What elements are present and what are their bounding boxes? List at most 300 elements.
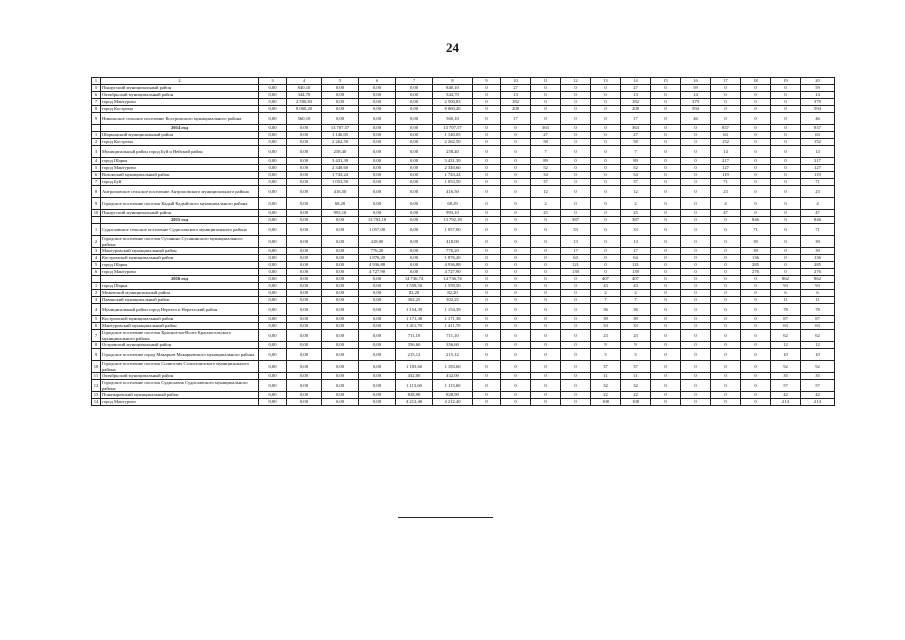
value-cell: 0 — [591, 262, 621, 269]
value-cell: 0 — [681, 224, 711, 236]
value-cell: 0 — [591, 139, 621, 146]
value-cell: 0 — [473, 236, 501, 248]
value-cell: 0,00 — [322, 361, 359, 373]
value-cell: 0,00 — [322, 262, 359, 269]
row-number-cell: 11 — [92, 373, 101, 380]
value-cell: 0 — [531, 297, 561, 304]
value-cell: 152 — [711, 139, 741, 146]
value-cell: 0,00 — [359, 139, 396, 146]
value-cell: 27 — [531, 132, 561, 139]
value-cell: 68,29 — [433, 198, 473, 210]
value-cell: 0,00 — [259, 392, 287, 399]
value-cell: 0 — [651, 297, 681, 304]
value-cell: 136 — [801, 255, 835, 262]
row-number-cell: 1 — [92, 132, 101, 139]
value-cell: 0 — [651, 179, 681, 186]
value-cell: 17 — [621, 113, 651, 125]
value-cell: 0 — [531, 290, 561, 297]
header-cell: 18 — [741, 78, 771, 85]
bottom-rule — [398, 517, 493, 518]
value-cell: 0 — [771, 106, 801, 113]
row-number-cell: 9 — [92, 198, 101, 210]
value-cell: 9 — [591, 342, 621, 349]
value-cell: 11 — [591, 373, 621, 380]
value-cell: 1 154,39 — [396, 304, 433, 316]
value-cell: 0,00 — [322, 316, 359, 323]
value-cell: 0 — [651, 373, 681, 380]
value-cell: 14 — [801, 146, 835, 158]
header-row — [92, 78, 835, 85]
value-cell: 39 — [741, 236, 771, 248]
name-cell: Никольское сельское поселение Костромского муниципального района — [101, 113, 259, 125]
value-cell: 0,00 — [259, 99, 287, 106]
value-cell: 0 — [473, 304, 501, 316]
value-cell: 0,00 — [259, 380, 287, 392]
value-cell: 0 — [741, 392, 771, 399]
value-cell: 0 — [501, 224, 531, 236]
value-cell: 1 876,20 — [433, 255, 473, 262]
name-cell: Судиславское сельское поселение Судиславского муниципального района — [101, 224, 259, 236]
value-cell: 0 — [501, 158, 531, 165]
header-cell: 2 — [101, 78, 259, 85]
value-cell: 214 — [801, 399, 835, 406]
table-row — [92, 158, 835, 165]
value-cell: 0 — [591, 92, 621, 99]
value-cell: 0 — [681, 198, 711, 210]
name-cell: Костромской муниципальный район — [101, 316, 259, 323]
value-cell: 27 — [621, 132, 651, 139]
value-cell: 0,00 — [259, 297, 287, 304]
value-cell: 2 — [621, 290, 651, 297]
value-cell: 0,00 — [287, 210, 322, 217]
name-cell: Октябрьский муниципальный район — [101, 373, 259, 380]
value-cell: 0 — [711, 290, 741, 297]
value-cell: 78 — [771, 304, 801, 316]
value-cell: 0,00 — [396, 186, 433, 198]
value-cell: 0,00 — [322, 217, 359, 224]
value-cell: 0 — [741, 361, 771, 373]
row-number-cell: 4 — [92, 158, 101, 165]
value-cell: 0 — [771, 132, 801, 139]
value-cell: 0 — [651, 146, 681, 158]
row-number-cell: 1 — [92, 224, 101, 236]
value-cell: 0 — [771, 146, 801, 158]
value-cell: 0 — [681, 399, 711, 406]
value-cell: 0 — [741, 106, 771, 113]
row-number-cell — [92, 276, 101, 283]
value-cell: 0,00 — [259, 146, 287, 158]
value-cell: 108 — [591, 399, 621, 406]
value-cell: 0,00 — [396, 113, 433, 125]
value-cell: 2 340,60 — [322, 165, 359, 172]
value-cell: 0 — [531, 113, 561, 125]
value-cell: 14 736,74 — [396, 276, 433, 283]
value-cell: 0,00 — [322, 392, 359, 399]
value-cell: 0 — [771, 179, 801, 186]
value-cell: 46 — [801, 113, 835, 125]
value-cell: 0 — [711, 349, 741, 361]
value-cell: 0 — [711, 323, 741, 330]
value-cell: 0 — [501, 361, 531, 373]
table-row — [92, 99, 835, 106]
value-cell: 0,00 — [259, 349, 287, 361]
row-number-cell: 5 — [92, 262, 101, 269]
row-number-cell: 10 — [92, 210, 101, 217]
name-cell: Городское поселение поселок Кадый Кадыйского муниципального района — [101, 198, 259, 210]
value-cell: 0 — [531, 85, 561, 92]
value-cell: 0 — [561, 380, 591, 392]
value-cell: 35 — [801, 373, 835, 380]
value-cell: 0 — [681, 236, 711, 248]
header-cell: 10 — [501, 78, 531, 85]
value-cell: 121 — [561, 262, 591, 269]
value-cell: 87 — [771, 316, 801, 323]
value-cell: 0 — [501, 323, 531, 330]
table-row — [92, 269, 835, 276]
value-cell: 0 — [473, 125, 501, 132]
value-cell: 136 — [741, 255, 771, 262]
value-cell: 258,40 — [433, 146, 473, 158]
value-cell: 0,00 — [287, 283, 322, 290]
value-cell: 0 — [741, 316, 771, 323]
value-cell: 87 — [801, 316, 835, 323]
name-cell: Муниципальный район город Нерехта и Нерехтский район — [101, 304, 259, 316]
value-cell: 0,00 — [359, 304, 396, 316]
header-cell: 6 — [359, 78, 396, 85]
table-row — [92, 304, 835, 316]
value-cell: 1 171,38 — [396, 316, 433, 323]
row-number-cell: 7 — [92, 99, 101, 106]
row-number-cell: 4 — [92, 255, 101, 262]
header-cell: 13 — [591, 78, 621, 85]
value-cell: 0,00 — [287, 186, 322, 198]
value-cell: 0,00 — [322, 269, 359, 276]
value-cell: 711,10 — [396, 330, 433, 342]
value-cell: 2 — [591, 290, 621, 297]
value-cell: 0 — [501, 283, 531, 290]
value-cell: 1 559,50 — [396, 283, 433, 290]
value-cell: 0 — [651, 198, 681, 210]
value-cell: 407 — [621, 276, 651, 283]
value-cell: 46 — [681, 113, 711, 125]
value-cell: 0,00 — [287, 276, 322, 283]
value-cell: 0 — [681, 304, 711, 316]
value-cell: 1 743,24 — [322, 172, 359, 179]
value-cell: 0 — [681, 361, 711, 373]
table-row — [92, 165, 835, 172]
value-cell: 0,00 — [396, 236, 433, 248]
value-cell: 0,00 — [259, 248, 287, 255]
value-cell: 0 — [741, 399, 771, 406]
value-cell: 0,00 — [259, 217, 287, 224]
value-cell: 0,00 — [359, 146, 396, 158]
value-cell: 62 — [771, 330, 801, 342]
value-cell: 0 — [741, 165, 771, 172]
header-cell: 3 — [259, 78, 287, 85]
value-cell: 7 — [621, 146, 651, 158]
value-cell: 0,00 — [322, 304, 359, 316]
value-cell: 0,00 — [259, 224, 287, 236]
value-cell: 214 — [771, 399, 801, 406]
value-cell: 0 — [651, 224, 681, 236]
table-row — [92, 392, 835, 399]
value-cell: 0 — [741, 198, 771, 210]
value-cell: 33 — [621, 224, 651, 236]
value-cell: 0 — [531, 106, 561, 113]
value-cell: 0 — [711, 99, 741, 106]
value-cell: 0 — [531, 224, 561, 236]
value-cell: 0 — [771, 186, 801, 198]
value-cell: 0 — [591, 186, 621, 198]
value-cell: 64 — [561, 255, 591, 262]
value-cell: 302,25 — [433, 297, 473, 304]
row-number-cell: 2 — [92, 236, 101, 248]
value-cell: 363 — [531, 125, 561, 132]
name-cell: Павинский муниципальный район — [101, 297, 259, 304]
value-cell: 0,00 — [359, 392, 396, 399]
row-number-cell: 10 — [92, 361, 101, 373]
value-cell: 2 262,50 — [322, 139, 359, 146]
value-cell: 0 — [473, 255, 501, 262]
value-cell: 0 — [561, 158, 591, 165]
value-cell: 862 — [801, 276, 835, 283]
table-row — [92, 92, 835, 99]
value-cell: 12 — [621, 186, 651, 198]
value-cell: 0 — [741, 290, 771, 297]
value-cell: 0,00 — [396, 255, 433, 262]
name-cell: Антроповское сельское поселение Антроповского муниципального района — [101, 186, 259, 198]
page-number: 24 — [446, 40, 459, 55]
value-cell: 0 — [473, 361, 501, 373]
value-cell: 0 — [473, 106, 501, 113]
value-cell: 0 — [501, 236, 531, 248]
table-row — [92, 342, 835, 349]
header-cell: 16 — [681, 78, 711, 85]
value-cell: 0 — [741, 132, 771, 139]
value-cell: 0 — [591, 172, 621, 179]
value-cell: 215,12 — [396, 349, 433, 361]
value-cell: 92 — [801, 361, 835, 373]
value-cell: 0 — [651, 361, 681, 373]
value-cell: 0,00 — [287, 255, 322, 262]
value-cell: 1 876,20 — [359, 255, 396, 262]
value-cell: 0 — [651, 132, 681, 139]
value-cell: 0 — [741, 139, 771, 146]
value-cell: 0 — [681, 316, 711, 323]
value-cell: 356,60 — [433, 342, 473, 349]
value-cell: 0 — [651, 255, 681, 262]
value-cell: 0,00 — [322, 380, 359, 392]
value-cell: 4 936,88 — [433, 262, 473, 269]
row-number-cell: 9 — [92, 349, 101, 361]
value-cell: 0 — [711, 392, 741, 399]
header-cell: 17 — [711, 78, 741, 85]
value-cell: 0,00 — [359, 297, 396, 304]
value-cell: 387 — [561, 217, 591, 224]
value-cell: 57 — [801, 380, 835, 392]
value-cell: 217 — [801, 158, 835, 165]
row-number-cell: 5 — [92, 316, 101, 323]
value-cell: 0,00 — [259, 210, 287, 217]
value-cell: 432,00 — [396, 373, 433, 380]
name-cell: Поназыревский муниципальный район — [101, 392, 259, 399]
table-row — [92, 85, 835, 92]
value-cell: 0,00 — [396, 269, 433, 276]
value-cell: 52 — [621, 165, 651, 172]
value-cell: 0,00 — [259, 276, 287, 283]
value-cell: 89 — [621, 158, 651, 165]
value-cell: 0 — [711, 92, 741, 99]
value-cell: 0 — [591, 158, 621, 165]
value-cell: 0,00 — [359, 198, 396, 210]
value-cell: 63 — [801, 132, 835, 139]
value-cell: 560,10 — [433, 113, 473, 125]
value-cell: 0 — [651, 92, 681, 99]
value-cell: 0,00 — [287, 349, 322, 361]
value-cell: 8 060,20 — [433, 106, 473, 113]
value-cell: 37 — [621, 361, 651, 373]
value-cell: 0 — [741, 342, 771, 349]
row-number-cell: 3 — [92, 248, 101, 255]
value-cell: 0 — [591, 85, 621, 92]
value-cell: 43 — [591, 283, 621, 290]
value-cell: 0 — [681, 179, 711, 186]
value-cell: 0 — [681, 373, 711, 380]
value-cell: 0 — [473, 248, 501, 255]
value-cell: 776,20 — [433, 248, 473, 255]
value-cell: 1 057,00 — [433, 224, 473, 236]
value-cell: 0 — [651, 217, 681, 224]
value-cell: 0,00 — [359, 342, 396, 349]
value-cell: 0 — [473, 373, 501, 380]
value-cell: 0 — [741, 92, 771, 99]
value-cell: 0,00 — [322, 99, 359, 106]
value-cell: 0 — [741, 158, 771, 165]
value-cell: 0,00 — [259, 236, 287, 248]
value-cell: 0,00 — [259, 373, 287, 380]
value-cell: 0 — [501, 255, 531, 262]
name-cell: Островский муниципальный район — [101, 342, 259, 349]
value-cell: 993,10 — [433, 210, 473, 217]
name-cell: город Кострома — [101, 139, 259, 146]
value-cell: 0,00 — [287, 297, 322, 304]
value-cell: 0 — [531, 380, 561, 392]
value-cell: 0 — [771, 172, 801, 179]
value-cell: 0 — [561, 361, 591, 373]
value-cell: 0 — [531, 399, 561, 406]
value-cell: 0 — [681, 330, 711, 342]
value-cell: 0 — [771, 217, 801, 224]
value-cell: 0 — [771, 165, 801, 172]
value-cell: 0,00 — [359, 276, 396, 283]
value-cell: 7 — [621, 297, 651, 304]
row-number-cell: 9 — [92, 113, 101, 125]
value-cell: 0 — [681, 297, 711, 304]
value-cell: 285 — [741, 262, 771, 269]
value-cell: 0 — [501, 248, 531, 255]
value-cell: 0 — [561, 342, 591, 349]
value-cell: 32 — [591, 380, 621, 392]
value-cell: 0 — [591, 210, 621, 217]
value-cell: 119 — [801, 172, 835, 179]
value-cell: 0,00 — [287, 217, 322, 224]
value-cell: 0 — [651, 248, 681, 255]
table-row — [92, 179, 835, 186]
value-cell: 0 — [561, 304, 591, 316]
value-cell: 0 — [771, 224, 801, 236]
value-cell: 23 — [591, 330, 621, 342]
value-cell: 0,00 — [396, 132, 433, 139]
value-cell: 17 — [621, 248, 651, 255]
value-cell: 54 — [621, 172, 651, 179]
name-cell: город Шарья — [101, 283, 259, 290]
value-cell: 0 — [531, 92, 561, 99]
value-cell: 0 — [681, 269, 711, 276]
value-cell: 0 — [473, 283, 501, 290]
value-cell: 0,00 — [259, 290, 287, 297]
value-cell: 139 — [621, 269, 651, 276]
value-cell: 0 — [741, 297, 771, 304]
value-cell: 0,00 — [259, 399, 287, 406]
value-cell: 0 — [591, 106, 621, 113]
value-cell: 846 — [801, 217, 835, 224]
value-cell: 2 — [531, 198, 561, 210]
value-cell: 0 — [531, 392, 561, 399]
value-cell: 0 — [473, 342, 501, 349]
value-cell: 0 — [741, 283, 771, 290]
value-cell: 1 183,60 — [433, 361, 473, 373]
value-cell: 0 — [501, 179, 531, 186]
value-cell: 0 — [501, 125, 531, 132]
header-cell: 11 — [531, 78, 561, 85]
value-cell: 0 — [591, 255, 621, 262]
value-cell: 22 — [621, 392, 651, 399]
value-cell: 10 — [801, 349, 835, 361]
value-cell: 12 — [801, 342, 835, 349]
value-cell: 0 — [711, 342, 741, 349]
row-number-cell: 3 — [92, 146, 101, 158]
header-cell: 1 — [92, 78, 101, 85]
value-cell: 0,00 — [287, 361, 322, 373]
value-cell: 36 — [621, 304, 651, 316]
name-cell: город Мантурово — [101, 399, 259, 406]
value-cell: 0 — [651, 283, 681, 290]
value-cell: 0,00 — [359, 132, 396, 139]
value-cell: 93 — [801, 283, 835, 290]
value-cell: 0,00 — [259, 330, 287, 342]
name-cell: 2014 год — [101, 125, 259, 132]
value-cell: 0 — [651, 342, 681, 349]
value-cell: 0 — [501, 392, 531, 399]
value-cell: 33 — [591, 323, 621, 330]
value-cell: 0 — [681, 217, 711, 224]
value-cell: 0 — [741, 304, 771, 316]
name-cell: Муниципальный район город Буй и Нейский район — [101, 146, 259, 158]
header-cell: 20 — [801, 78, 835, 85]
value-cell: 63 — [711, 132, 741, 139]
value-cell: 0 — [501, 198, 531, 210]
table-row — [92, 380, 835, 392]
value-cell: 344,70 — [433, 92, 473, 99]
value-cell: 1 171,38 — [433, 316, 473, 323]
value-cell: 993,10 — [322, 210, 359, 217]
value-cell: 0 — [741, 172, 771, 179]
value-cell: 0 — [651, 125, 681, 132]
value-cell: 39 — [801, 248, 835, 255]
value-cell: 0 — [711, 224, 741, 236]
table-row — [92, 210, 835, 217]
value-cell: 0 — [531, 304, 561, 316]
